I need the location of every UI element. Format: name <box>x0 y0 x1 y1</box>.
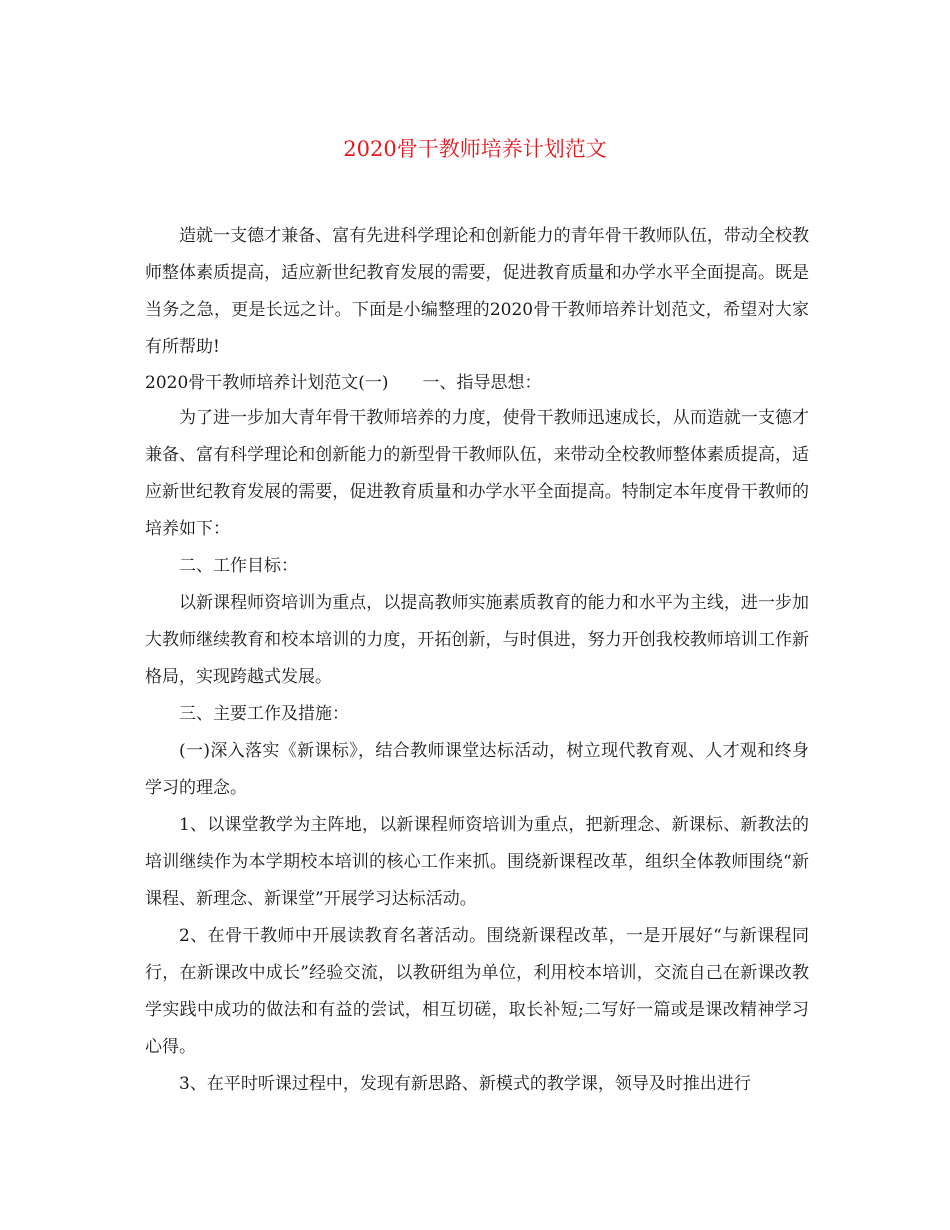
intro-paragraph: 造就一支德才兼备、富有先进科学理论和创新能力的青年骨干教师队伍，带动全校教师整体素质提高，适应新世纪教育发展的需要，促进教育质量和办学水平全面提高。既是当务之急，更是长远之计。下面是小编整理的2020骨干教师培养计划范文，希望对大家有所帮助! <box>145 226 809 357</box>
guiding-thought-paragraph: 为了进一步加大青年骨干教师培养的力度，使骨干教师迅速成长，从而造就一支德才兼备、富有科学理论和创新能力的新型骨干教师队伍，来带动全校教师整体素质提高，适应新世纪教育发展的需要，促进教育质量和办学水平全面提高。特制定本年度骨干教师的培养如下： <box>145 408 809 539</box>
item-two-paragraph: 2、在骨干教师中开展读教育名著活动。围绕新课程改革，一是开展好“与新课程同行，在新课改中成长”经验交流，以教研组为单位，利用校本培训，交流自己在新课改教学实践中成功的做法和有益的尝试，相互切磋，取长补短;二写好一篇或是课改精神学习心得。 <box>145 926 809 1057</box>
section-heading-goals: 二、工作目标： <box>179 556 298 576</box>
item-three-paragraph: 3、在平时听课过程中，发现有新思路、新模式的教学课，领导及时推出进行 <box>179 1074 751 1094</box>
section-heading-measures: 三、主要工作及措施： <box>179 704 349 724</box>
document-title: 2020骨干教师培养计划范文 <box>343 137 607 161</box>
goals-paragraph: 以新课程师资培训为重点，以提高教师实施素质教育的能力和水平为主线，进一步加大教师继续教育和校本培训的力度，开拓创新，与时俱进，努力开创我校教师培训工作新格局，实现跨越式发展。 <box>145 593 809 687</box>
section-heading-plan-one: 2020骨干教师培养计划范文(一) 一、指导思想： <box>145 373 542 393</box>
item-one-paragraph: 1、以课堂教学为主阵地，以新课程师资培训为重点，把新理念、新课标、新教法的培训继续作为本学期校本培训的核心工作来抓。围绕新课程改革，组织全体教师围绕“新课程、新理念、新课堂”开展学习达标活动。 <box>145 815 809 909</box>
measure-one-paragraph: (一)深入落实《新课标》，结合教师课堂达标活动，树立现代教育观、人才观和终身学习的理念。 <box>145 741 809 798</box>
document-body <box>145 218 809 1103</box>
